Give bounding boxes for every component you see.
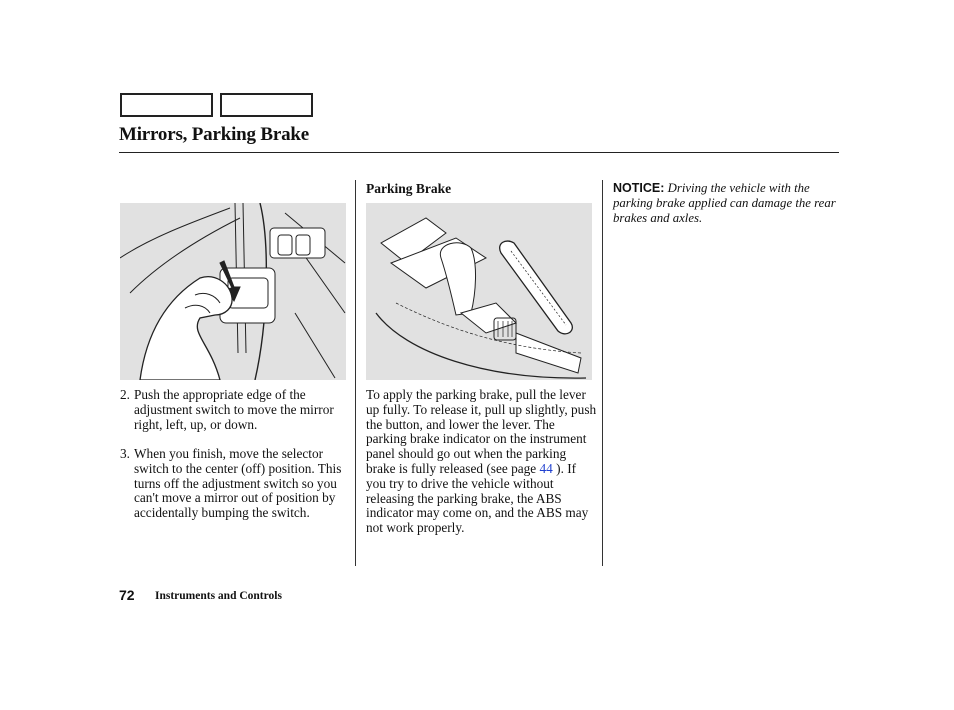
notice-label: NOTICE: [613, 181, 665, 195]
list-item [120, 388, 345, 432]
page-number: 72 [119, 587, 135, 603]
parking-brake-illustration [366, 203, 592, 380]
list-item-number: 3. [120, 446, 130, 461]
paragraph-text-after-link: ). If you try to drive the vehicle without releasing the parking brake, the ABS indicator may come on, and the ABS may not work properly. [366, 460, 589, 536]
nav-box-1[interactable] [120, 93, 213, 117]
notice-text: Driving the vehicle with the parking brake applied can damage the rear brakes and axles. [613, 181, 836, 226]
mirror-switch-illustration [120, 203, 346, 380]
list-item-text: Push the appropriate edge of the adjustment switch to move the mirror right, left, up, or down. [134, 387, 334, 432]
paragraph-text-before-link: To apply the parking brake, pull the lever up fully. To release it, pull up slightly, push the button, and lower the lever. The parking brake indicator on the instrument panel should go out when the parking brake is fully released (see page [366, 387, 597, 476]
column-divider-1 [355, 180, 356, 566]
notice-block [613, 181, 839, 227]
title-rule [119, 152, 839, 153]
list-item-number: 2. [120, 387, 130, 402]
column-divider-2 [602, 180, 603, 566]
section-name: Instruments and Controls [155, 590, 282, 602]
parking-brake-heading: Parking Brake [366, 181, 452, 196]
list-item [120, 447, 345, 521]
page-title: Mirrors, Parking Brake [119, 124, 309, 145]
parking-brake-paragraph [366, 388, 598, 536]
nav-box-2[interactable] [220, 93, 313, 117]
page-reference-link[interactable]: 44 [539, 460, 553, 476]
list-item-text: When you finish, move the selector switch to the center (off) position. This turns off the adjustment switch so you can't move a mirror out of position by accidentally bumping the switch. [134, 446, 342, 521]
